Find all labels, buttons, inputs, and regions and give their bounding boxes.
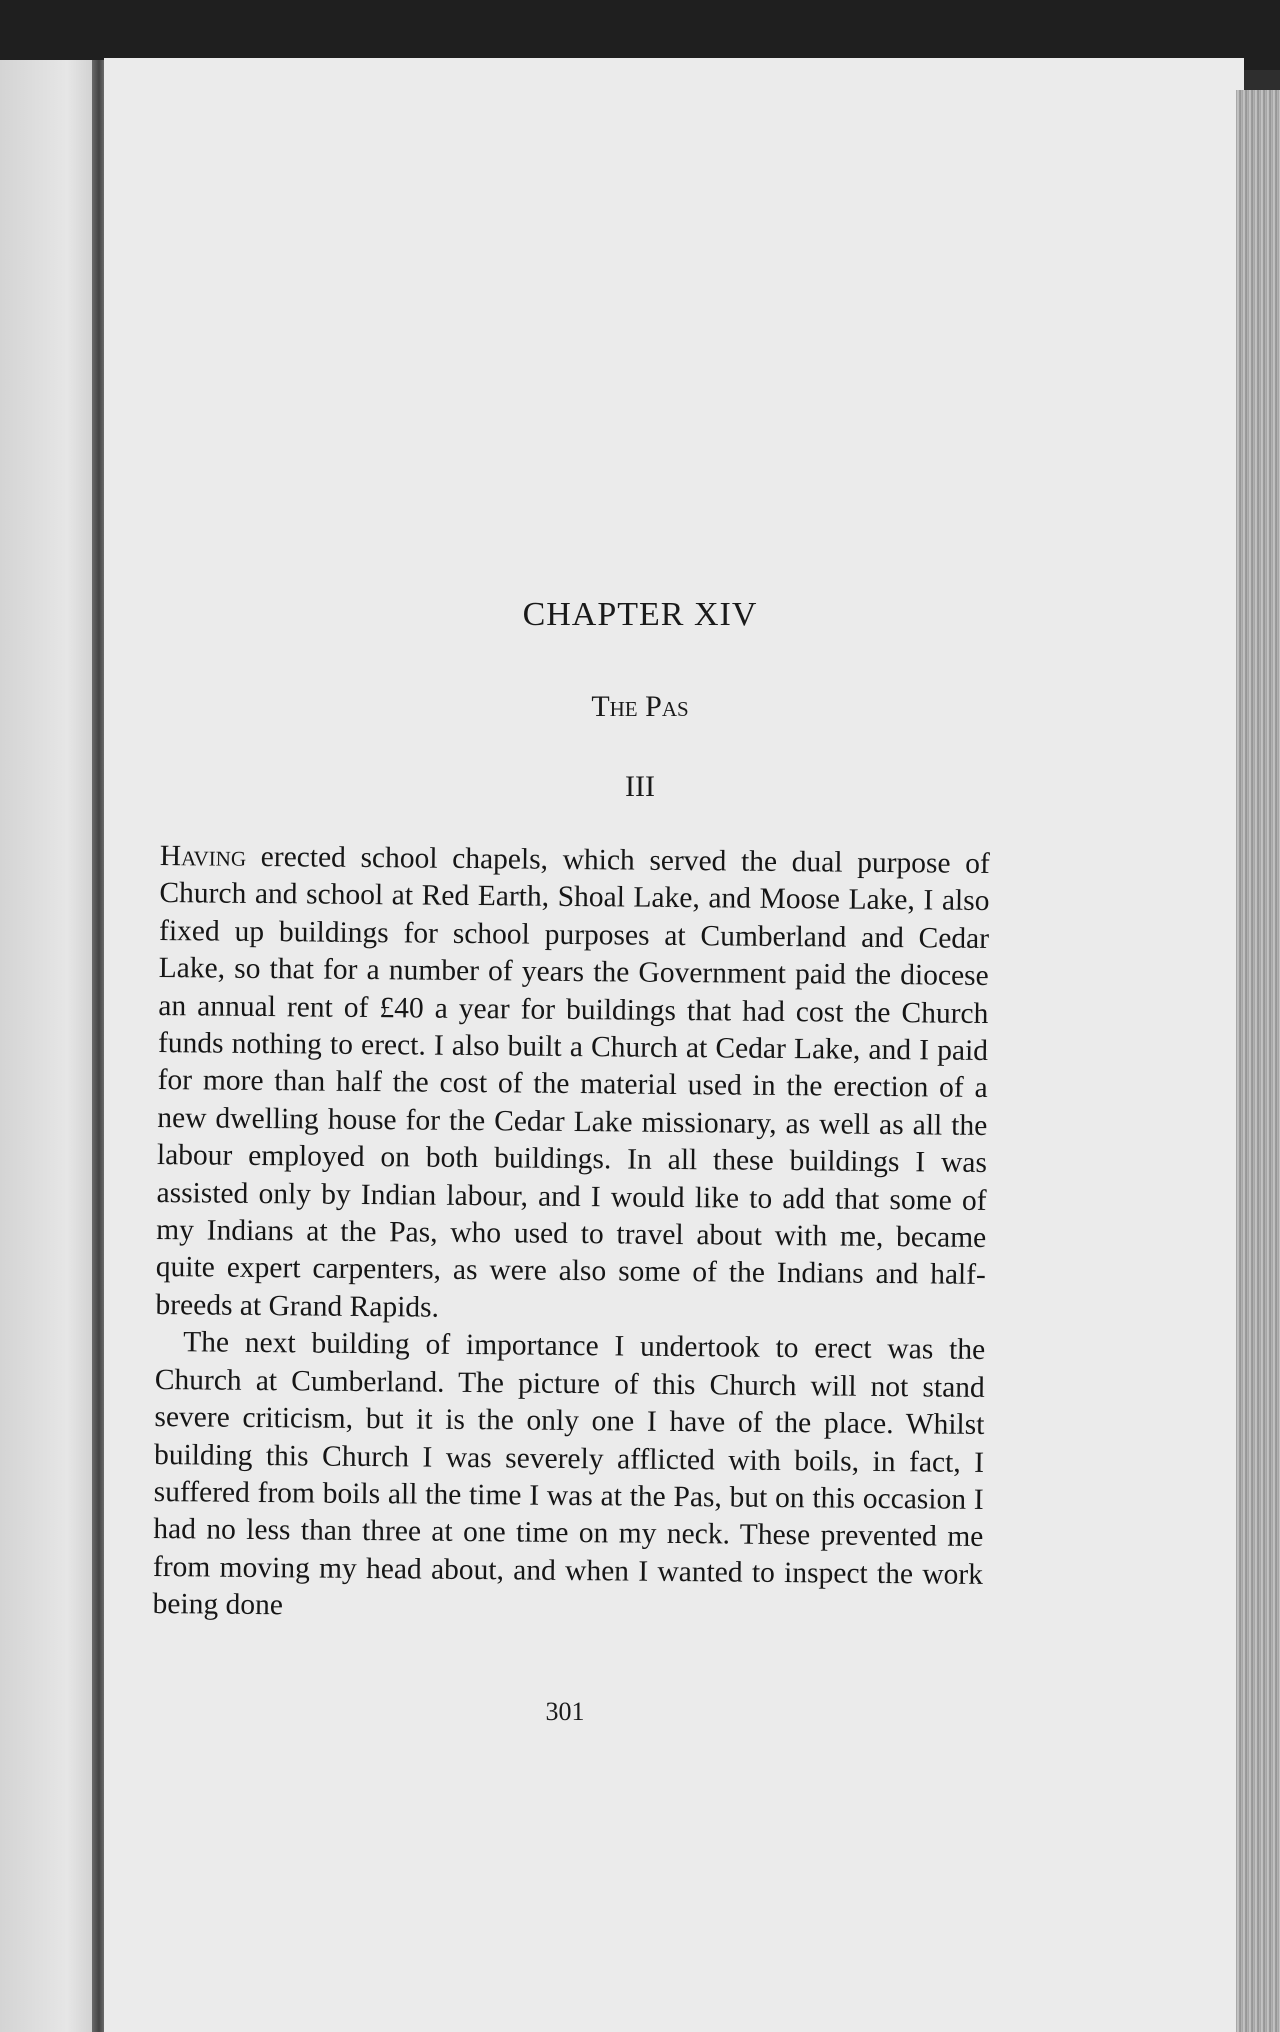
- chapter-title: CHAPTER XIV: [522, 596, 758, 633]
- section-title: The Pas: [591, 690, 689, 723]
- paragraph: [155, 838, 990, 1332]
- part-number: III: [625, 770, 655, 803]
- facing-page-edge: [0, 60, 96, 2032]
- body-text: [152, 838, 990, 1631]
- paragraph-text: erected school chapels, which served the dual purpose of Church and school at Red Earth, Shoal Lake, and Moose Lake, I also fixed up buildings for school purposes at Cumberland and Cedar Lake, so that for a number of years the Government paid the diocese an annual rent of £40 a year for buildings that had cost the Church funds nothing to erect. I also built a Church at Cedar Lake, and I paid for more than half the cost of the material used in the erection of a new dwelling house for the Cedar Lake missionary, as well as all the labour employed on both buildings. In all these buildings I was assisted only by Indian labour, and I would like to add that some of my Indians at the Pas, who used to travel about with me, became quite expert carpenters, as were also some of the Indians and half-breeds at Grand Rapids.: [155, 840, 990, 1324]
- paragraph: The next building of importance I undertook to erect was the Church at Cumberland. The picture of this Church will not stand severe criticism, but it is the only one I have of the place. Whilst building this Church I was severely afflicted with boils, in fact, I suffered from boils all the time I was at the Pas, but on this occasion I had no less than three at one time on my neck. These prevented me from moving my head about, and when I wanted to inspect the work being done: [152, 1326, 986, 1622]
- page-number: 301: [545, 1697, 585, 1726]
- page-stack-edge: [1236, 90, 1280, 2032]
- paragraph-lead-in: Having: [159, 839, 247, 873]
